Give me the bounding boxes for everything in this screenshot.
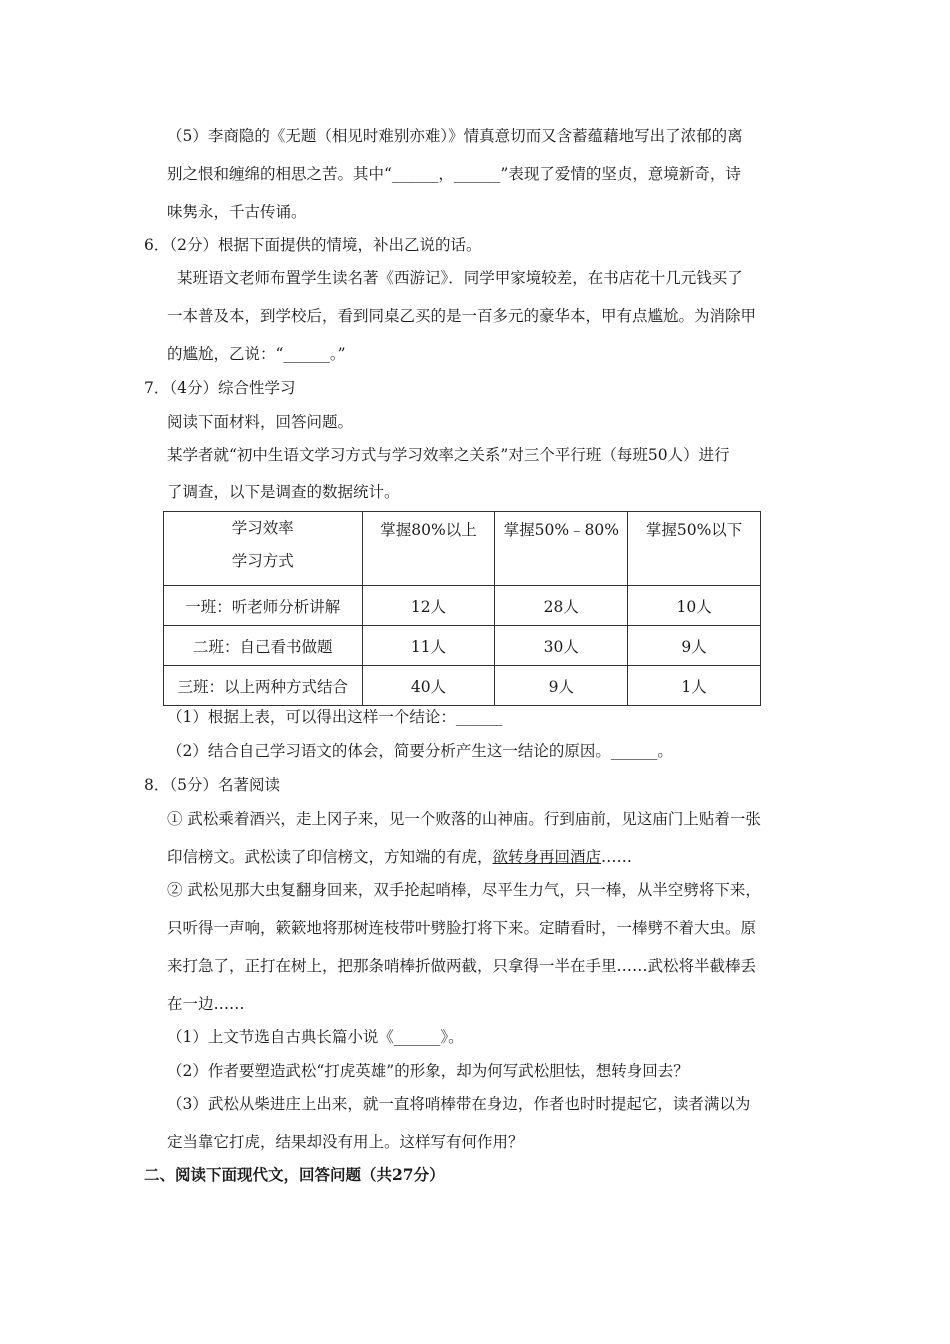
underlined-phrase: 欲转身再回酒店 xyxy=(492,848,602,866)
table-cell: 10人 xyxy=(628,586,761,626)
table-cell: 30人 xyxy=(495,626,628,666)
row-label: 三班：以上两种方式结合 xyxy=(164,666,363,706)
table-cell: 9人 xyxy=(628,626,761,666)
q5-line-3: 味隽永，千古传诵。 xyxy=(167,203,307,221)
q5-line-1: （5）李商隐的《无题（相见时难别亦难）》情真意切而又含蓄蕴藉地写出了浓郁的离 xyxy=(167,127,743,145)
table-corner-cell xyxy=(164,512,363,586)
q7-title: 7．（4分）综合性学习 xyxy=(144,379,296,397)
q8-sub-3-line-1: （3）武松从柴进庄上出来，就一直将哨棒带在身边，作者也时时提起它，读者满以为 xyxy=(167,1095,751,1113)
section-2-heading: 二、阅读下面现代文，回答问题（共27分） xyxy=(144,1165,445,1184)
table-header-cell: 掌握80%以上 xyxy=(362,512,495,586)
survey-table xyxy=(163,511,761,706)
q7-line-2: 了调查，以下是调查的数据统计。 xyxy=(167,483,400,501)
passage-text: …… xyxy=(601,848,633,866)
table-row xyxy=(164,666,761,706)
q8-title: 8．（5分）名著阅读 xyxy=(144,776,280,794)
corner-bottom-label: 学习方式 xyxy=(231,552,294,570)
table-row xyxy=(164,586,761,626)
q7-sub-1: （1）根据上表，可以得出这样一个结论：______ xyxy=(167,708,503,726)
q8-passage-2-line-3: 来打急了，正打在树上，把那条哨棒折做两截，只拿得一半在手里……武松将半截棒丢 xyxy=(167,957,757,975)
table-cell: 9人 xyxy=(495,666,628,706)
q8-passage-1-line-1: ① 武松乘着酒兴，走上冈子来，见一个败落的山神庙。行到庙前，见这庙门上贴着一张 xyxy=(167,810,761,828)
q7-sub-2: （2）结合自己学习语文的体会，简要分析产生这一结论的原因。______。 xyxy=(167,742,673,760)
q6-line-1: 某班语文老师布置学生读名著《西游记》．同学甲家境较差，在书店花十几元钱买了 xyxy=(177,269,743,287)
table-header-cell: 掌握50%﹣80% xyxy=(495,512,628,586)
table-cell: 40人 xyxy=(362,666,495,706)
q7-line-1: 某学者就“初中生语文学习方式与学习效率之关系”对三个平行班（每班50人）进行 xyxy=(167,446,730,464)
q8-sub-2: （2）作者要塑造武松“打虎英雄”的形象，却为何写武松胆怯，想转身回去？ xyxy=(167,1062,689,1080)
table-row xyxy=(164,626,761,666)
q8-passage-1-line-2 xyxy=(167,847,632,867)
q8-sub-1: （1）上文节选自古典长篇小说《______》。 xyxy=(167,1028,464,1046)
table-cell: 1人 xyxy=(628,666,761,706)
q8-passage-2-line-4: 在一边…… xyxy=(167,995,245,1013)
passage-text: 印信榜文。武松读了印信榜文，方知端的有虎， xyxy=(167,848,493,866)
table-cell: 12人 xyxy=(362,586,495,626)
q8-passage-2-line-2: 只听得一声响，簌簌地将那树连枝带叶劈脸打将下来。定睛看时，一棒劈不着大虫。原 xyxy=(167,919,757,937)
q7-intro: 阅读下面材料，回答问题。 xyxy=(167,413,354,431)
table-cell: 11人 xyxy=(362,626,495,666)
corner-top-label: 学习效率 xyxy=(231,519,294,537)
row-label: 二班：自己看书做题 xyxy=(164,626,363,666)
q8-sub-3-line-2: 定当靠它打虎，结果却没有用上。这样写有何作用？ xyxy=(167,1133,524,1151)
q8-passage-2-line-1: ② 武松见那大虫复翻身回来，双手抡起哨棒，尽平生力气，只一棒，从半空劈将下来， xyxy=(167,881,761,899)
q6-line-3: 的尴尬，乙说：“______。” xyxy=(167,345,346,363)
row-label: 一班：听老师分析讲解 xyxy=(164,586,363,626)
table-header-cell: 掌握50%以下 xyxy=(628,512,761,586)
table-header-row xyxy=(164,512,761,586)
q6-line-2: 一本普及本，到学校后，看到同桌乙买的是一百多元的豪华本，甲有点尴尬。为消除甲 xyxy=(167,307,757,325)
table-cell: 28人 xyxy=(495,586,628,626)
q5-line-2: 别之恨和缠绵的相思之苦。其中“______，______”表现了爱情的坚贞，意境新奇，诗 xyxy=(167,165,741,183)
q6-title: 6．（2分）根据下面提供的情境，补出乙说的话。 xyxy=(144,236,482,254)
